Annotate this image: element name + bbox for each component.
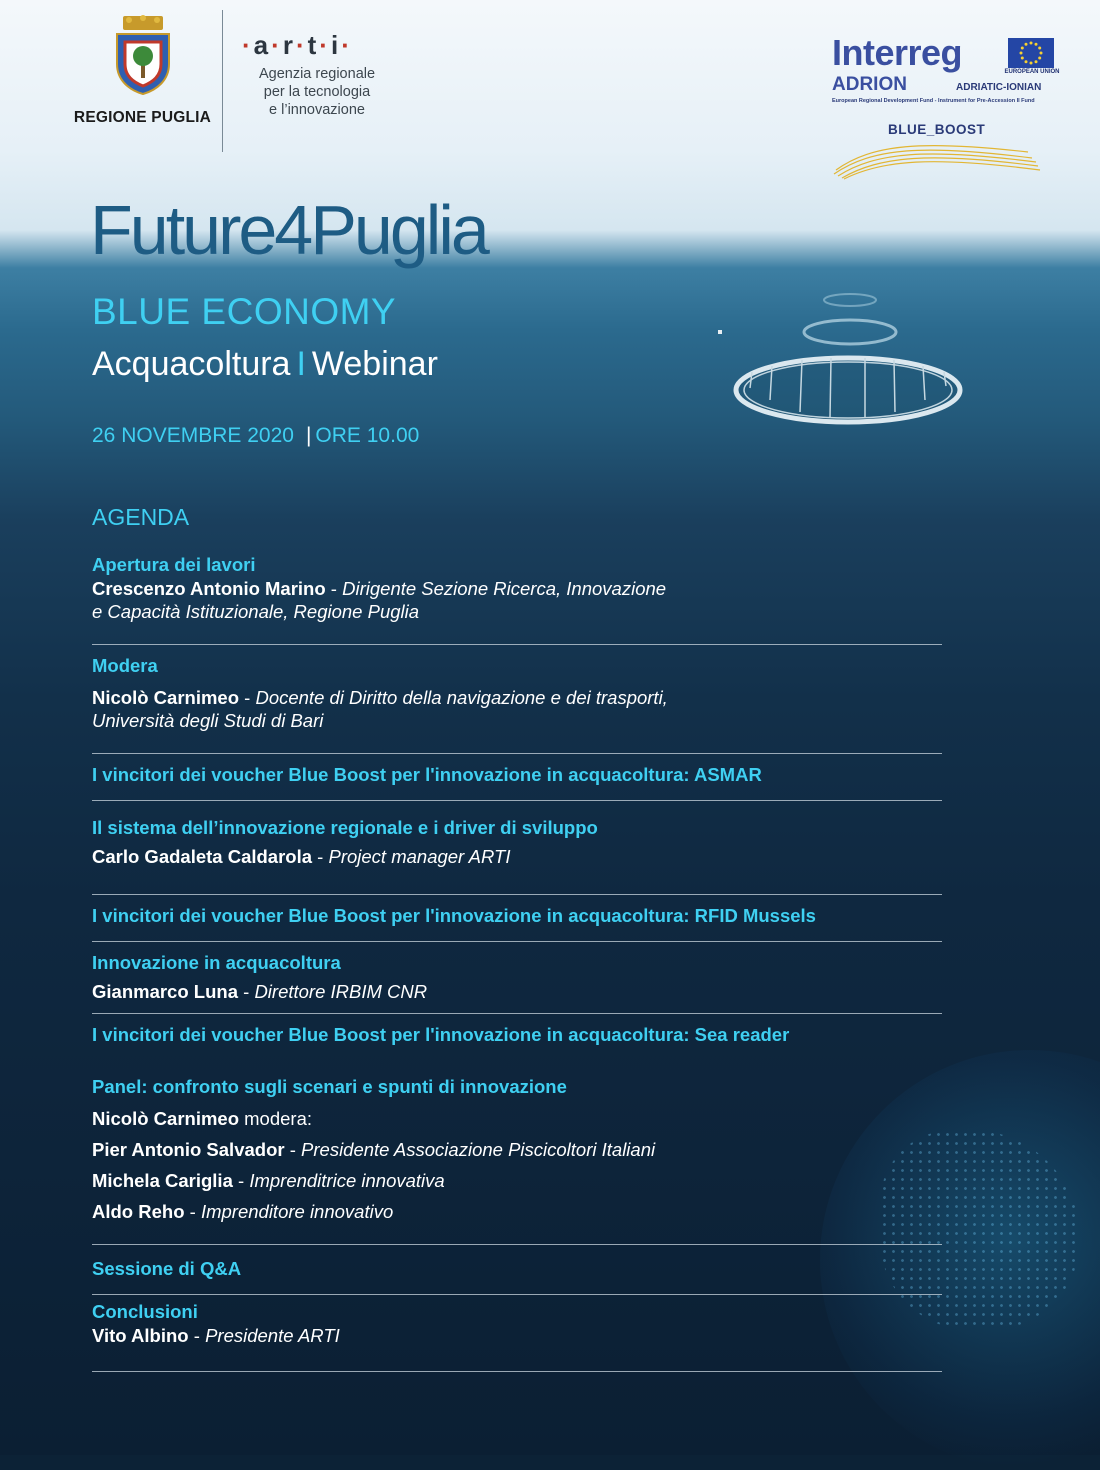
- event-title: Future4Puglia: [90, 191, 487, 269]
- arti-logo: [242, 30, 392, 119]
- agenda-item: [92, 816, 942, 868]
- agenda-speaker-role-cont: Università degli Studi di Bari: [92, 710, 324, 731]
- erdf-label: European Regional Development Fund - Instrument for Pre-Accession II Fund: [832, 98, 1035, 104]
- event-subtitle: BLUE ECONOMY: [92, 291, 397, 332]
- agenda-item-heading: Panel: confronto sugli scenari e spunti di innovazione: [92, 1076, 567, 1097]
- agenda-divider: [92, 753, 942, 754]
- interreg-name: Interreg: [832, 32, 963, 73]
- agenda-item-heading: I vincitori dei voucher Blue Boost per l'innovazione in acquacoltura: Sea reader: [92, 1024, 790, 1045]
- agenda-item: [92, 763, 942, 787]
- agenda-item-heading: Conclusioni: [92, 1301, 198, 1322]
- agenda-speaker: Nicolò Carnimeo modera:: [92, 1108, 313, 1129]
- regione-puglia-label: REGIONE PUGLIA: [73, 109, 212, 126]
- agenda-speaker: Gianmarco Luna - Direttore IRBIM CNR: [92, 981, 428, 1002]
- agenda-speaker: Aldo Reho - Imprenditore innovativo: [92, 1201, 394, 1222]
- agenda-item: [92, 1257, 942, 1281]
- logo-divider: [222, 10, 223, 152]
- agenda-item: [92, 1023, 942, 1047]
- agenda-divider: [92, 1294, 942, 1295]
- eu-label: EUROPEAN UNION: [1004, 69, 1060, 75]
- adriatic-ionian-label: ADRIATIC-IONIAN: [956, 82, 1042, 93]
- adrion-label: ADRION: [832, 74, 907, 95]
- agenda-item: [92, 951, 942, 1003]
- agenda-speaker: Pier Antonio Salvador - Presidente Associazione Piscicoltori Italiani: [92, 1139, 656, 1160]
- agenda-item-heading: Innovazione in acquacoltura: [92, 952, 341, 973]
- arti-name: ·a·r·t·i·: [242, 30, 353, 60]
- agenda-speaker: Nicolò Carnimeo - Docente di Diritto della navigazione e dei trasporti,: [92, 687, 668, 708]
- event-separator: I: [296, 345, 306, 383]
- arti-subtitle: Agenzia regionale per la tecnologia e l’innovazione: [258, 66, 376, 118]
- agenda-speaker: Michela Cariglia - Imprenditrice innovativa: [92, 1170, 445, 1191]
- event-format: Webinar: [311, 345, 438, 383]
- agenda-speaker: Vito Albino - Presidente ARTI: [92, 1325, 340, 1346]
- regione-puglia-logo: [70, 14, 215, 127]
- agenda-item: [92, 1300, 942, 1347]
- event-topic-line: [92, 345, 438, 384]
- eu-flag-icon: [1008, 38, 1054, 68]
- agenda-item-heading: Modera: [92, 655, 158, 676]
- event-date: 26 NOVEMBRE 2020: [92, 424, 294, 447]
- blue-boost-label: BLUE_BOOST: [888, 122, 986, 137]
- event-time: ORE 10.00: [315, 424, 420, 447]
- blue-boost-waves-icon: [832, 138, 1042, 180]
- agenda-item: [92, 654, 942, 732]
- event-date-line: [92, 424, 419, 448]
- agenda-item: [92, 904, 942, 928]
- agenda-title: AGENDA: [92, 504, 190, 530]
- interreg-logo: [832, 32, 1060, 137]
- agenda-item-heading: Il sistema dell’innovazione regionale e i driver di sviluppo: [92, 817, 598, 838]
- agenda-item-heading: I vincitori dei voucher Blue Boost per l'innovazione in acquacoltura: ASMAR: [92, 764, 762, 785]
- agenda-divider: [92, 941, 942, 942]
- event-topic: Acquacoltura: [92, 345, 291, 383]
- agenda-item-heading: Apertura dei lavori: [92, 554, 256, 575]
- agenda-speaker: Carlo Gadaleta Caldarola - Project manager ARTI: [92, 846, 511, 867]
- agenda-divider: [92, 1013, 942, 1014]
- agenda-speaker: Crescenzo Antonio Marino - Dirigente Sezione Ricerca, Innovazione: [92, 578, 667, 599]
- agenda-divider: [92, 894, 942, 895]
- agenda-item: [92, 553, 942, 623]
- agenda-divider: [92, 1371, 942, 1372]
- agenda-speaker-role-cont: e Capacità Istituzionale, Regione Puglia: [92, 601, 420, 622]
- date-separator: |: [305, 424, 312, 447]
- agenda-item-heading: Sessione di Q&A: [92, 1258, 242, 1279]
- agenda-divider: [92, 1244, 942, 1245]
- agenda-item-heading: I vincitori dei voucher Blue Boost per l'innovazione in acquacoltura: RFID Mussels: [92, 905, 816, 926]
- agenda-list: [92, 553, 942, 1372]
- agenda-item: [92, 1075, 942, 1223]
- fish-farm-cages-illustration: [690, 260, 1090, 460]
- agenda-divider: [92, 800, 942, 801]
- agenda-divider: [92, 644, 942, 645]
- regione-puglia-crest-icon: [111, 14, 175, 96]
